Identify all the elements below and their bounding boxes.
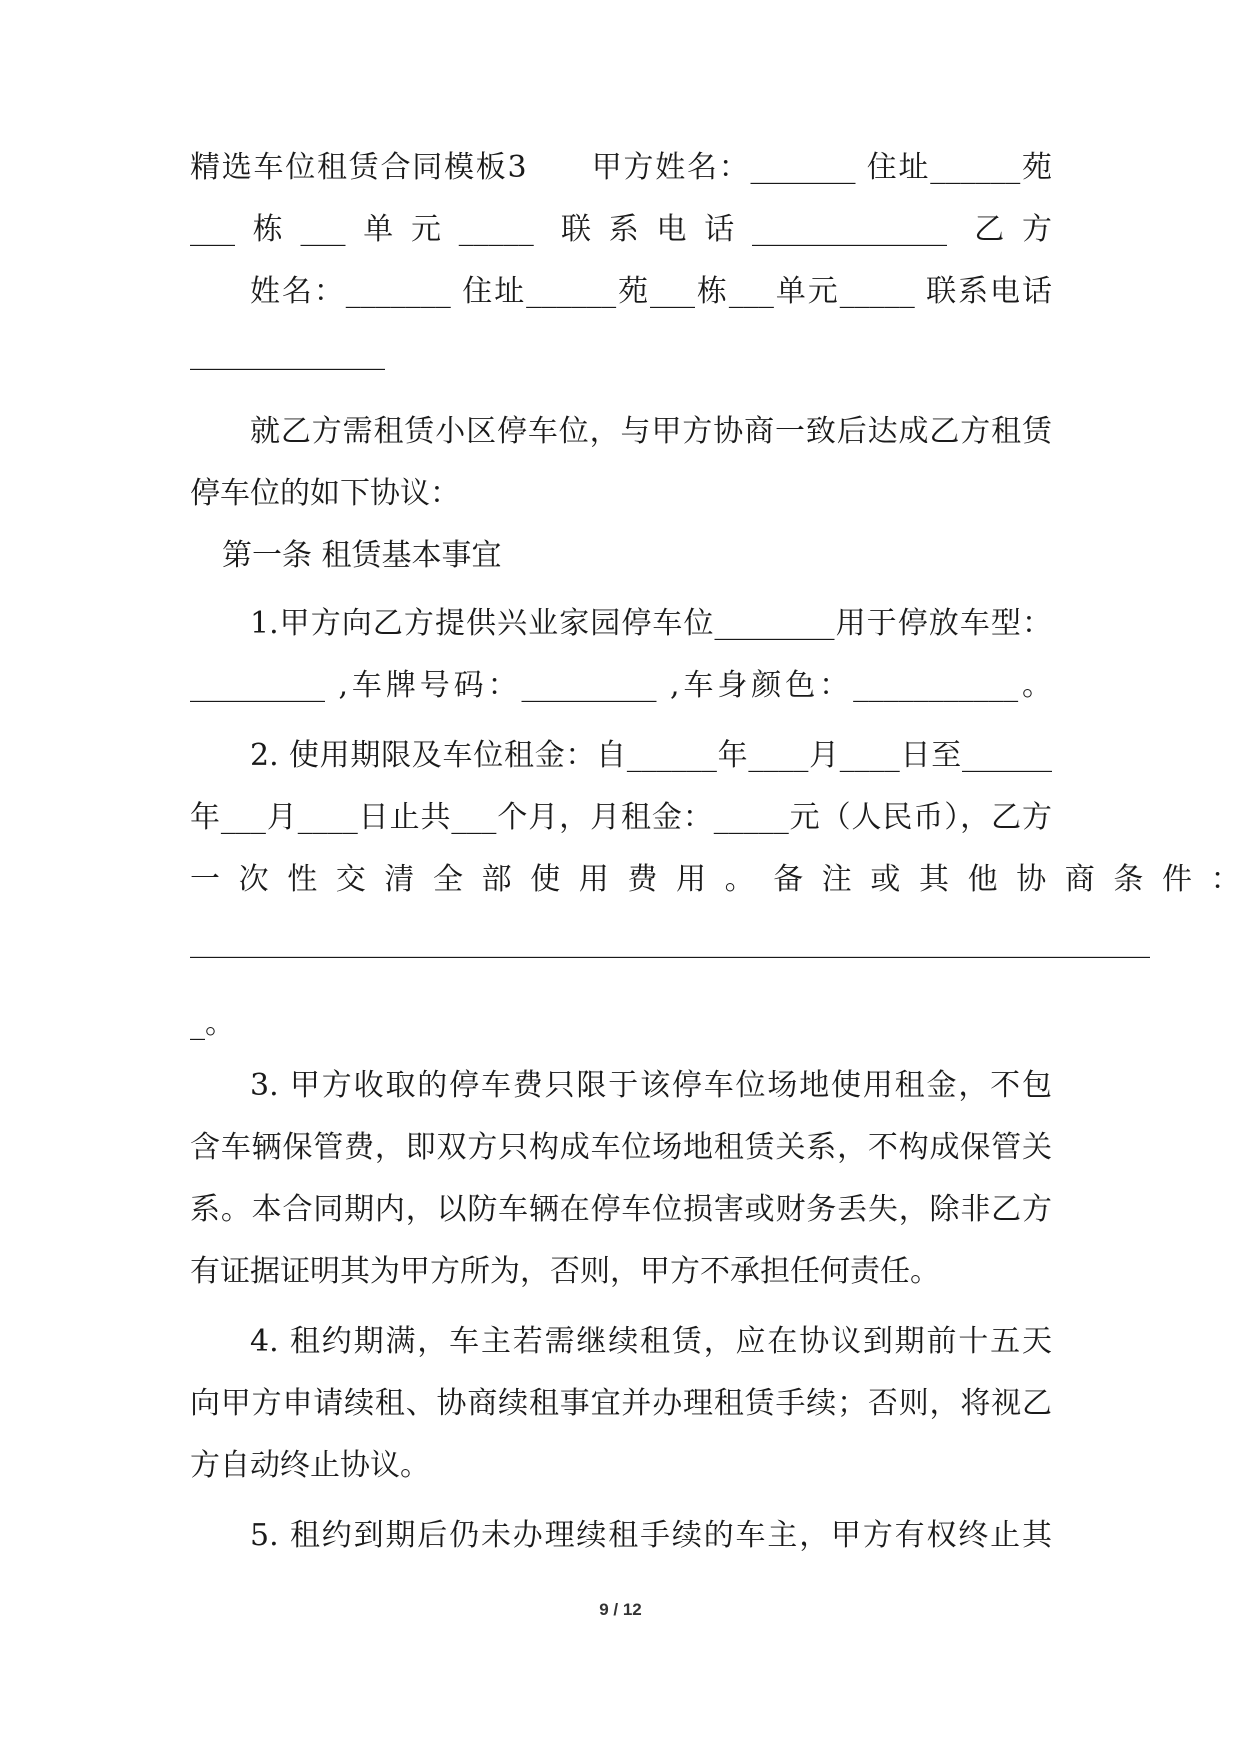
text-line: 系。本合同期内，以防车辆在停车位损害或财务丢失，除非乙方 [190,1192,1052,1227]
page-number: 9 / 12 [599,1600,642,1619]
text-line: 1.甲方向乙方提供兴业家园停车位________用于停放车型： [250,606,1052,641]
text-line: 有证据证明其为甲方所为，否则，甲方不承担任何责任。 [190,1254,940,1289]
section-heading: 第一条 租赁基本事宜 [222,538,502,573]
text-line: 一次性交清全部使用费用。备注或其他协商条件： [190,862,1259,897]
text-line: _________ ,车牌号码：_________ ,车身颜色：___________。 [190,668,1052,703]
text-line: 就乙方需租赁小区停车位，与甲方协商一致后达成乙方租赁 [250,414,1052,449]
text-line: 含车辆保管费，即双方只构成车位场地租赁关系，不构成保管关 [190,1130,1052,1165]
text-line: _____________ [190,336,385,371]
text-line: 年___月____日止共___个月，月租金：_____元（人民币），乙方 [190,800,1052,835]
text-line: 停车位的如下协议： [190,476,460,511]
text-line: 2. 使用期限及车位租金：自______年____月____日至______ [250,738,1052,773]
text-line: 3. 甲方收取的停车费只限于该停车位场地使用租金，不包 [250,1068,1052,1103]
text-line: 4. 租约期满，车主若需继续租赁，应在协议到期前十五天 [250,1324,1052,1359]
text-line: ___栋___单元_____ 联系电话_____________ 乙方 [190,212,1052,247]
text-line: 向甲方申请续租、协商续租事宜并办理租赁手续；否则，将视乙 [190,1386,1052,1421]
text-line: 姓名：_______ 住址______苑___栋___单元_____ 联系电话 [250,274,1052,309]
text-line: 方自动终止协议。 [190,1448,430,1483]
text-line: ________________________________________________________________ [190,924,1150,959]
text-line: _。 [190,1006,235,1041]
text-line: 5. 租约到期后仍未办理续租手续的车主，甲方有权终止其 [250,1518,1052,1553]
text-line: 精选车位租赁合同模板3 甲方姓名：_______ 住址______苑 [190,150,1052,185]
